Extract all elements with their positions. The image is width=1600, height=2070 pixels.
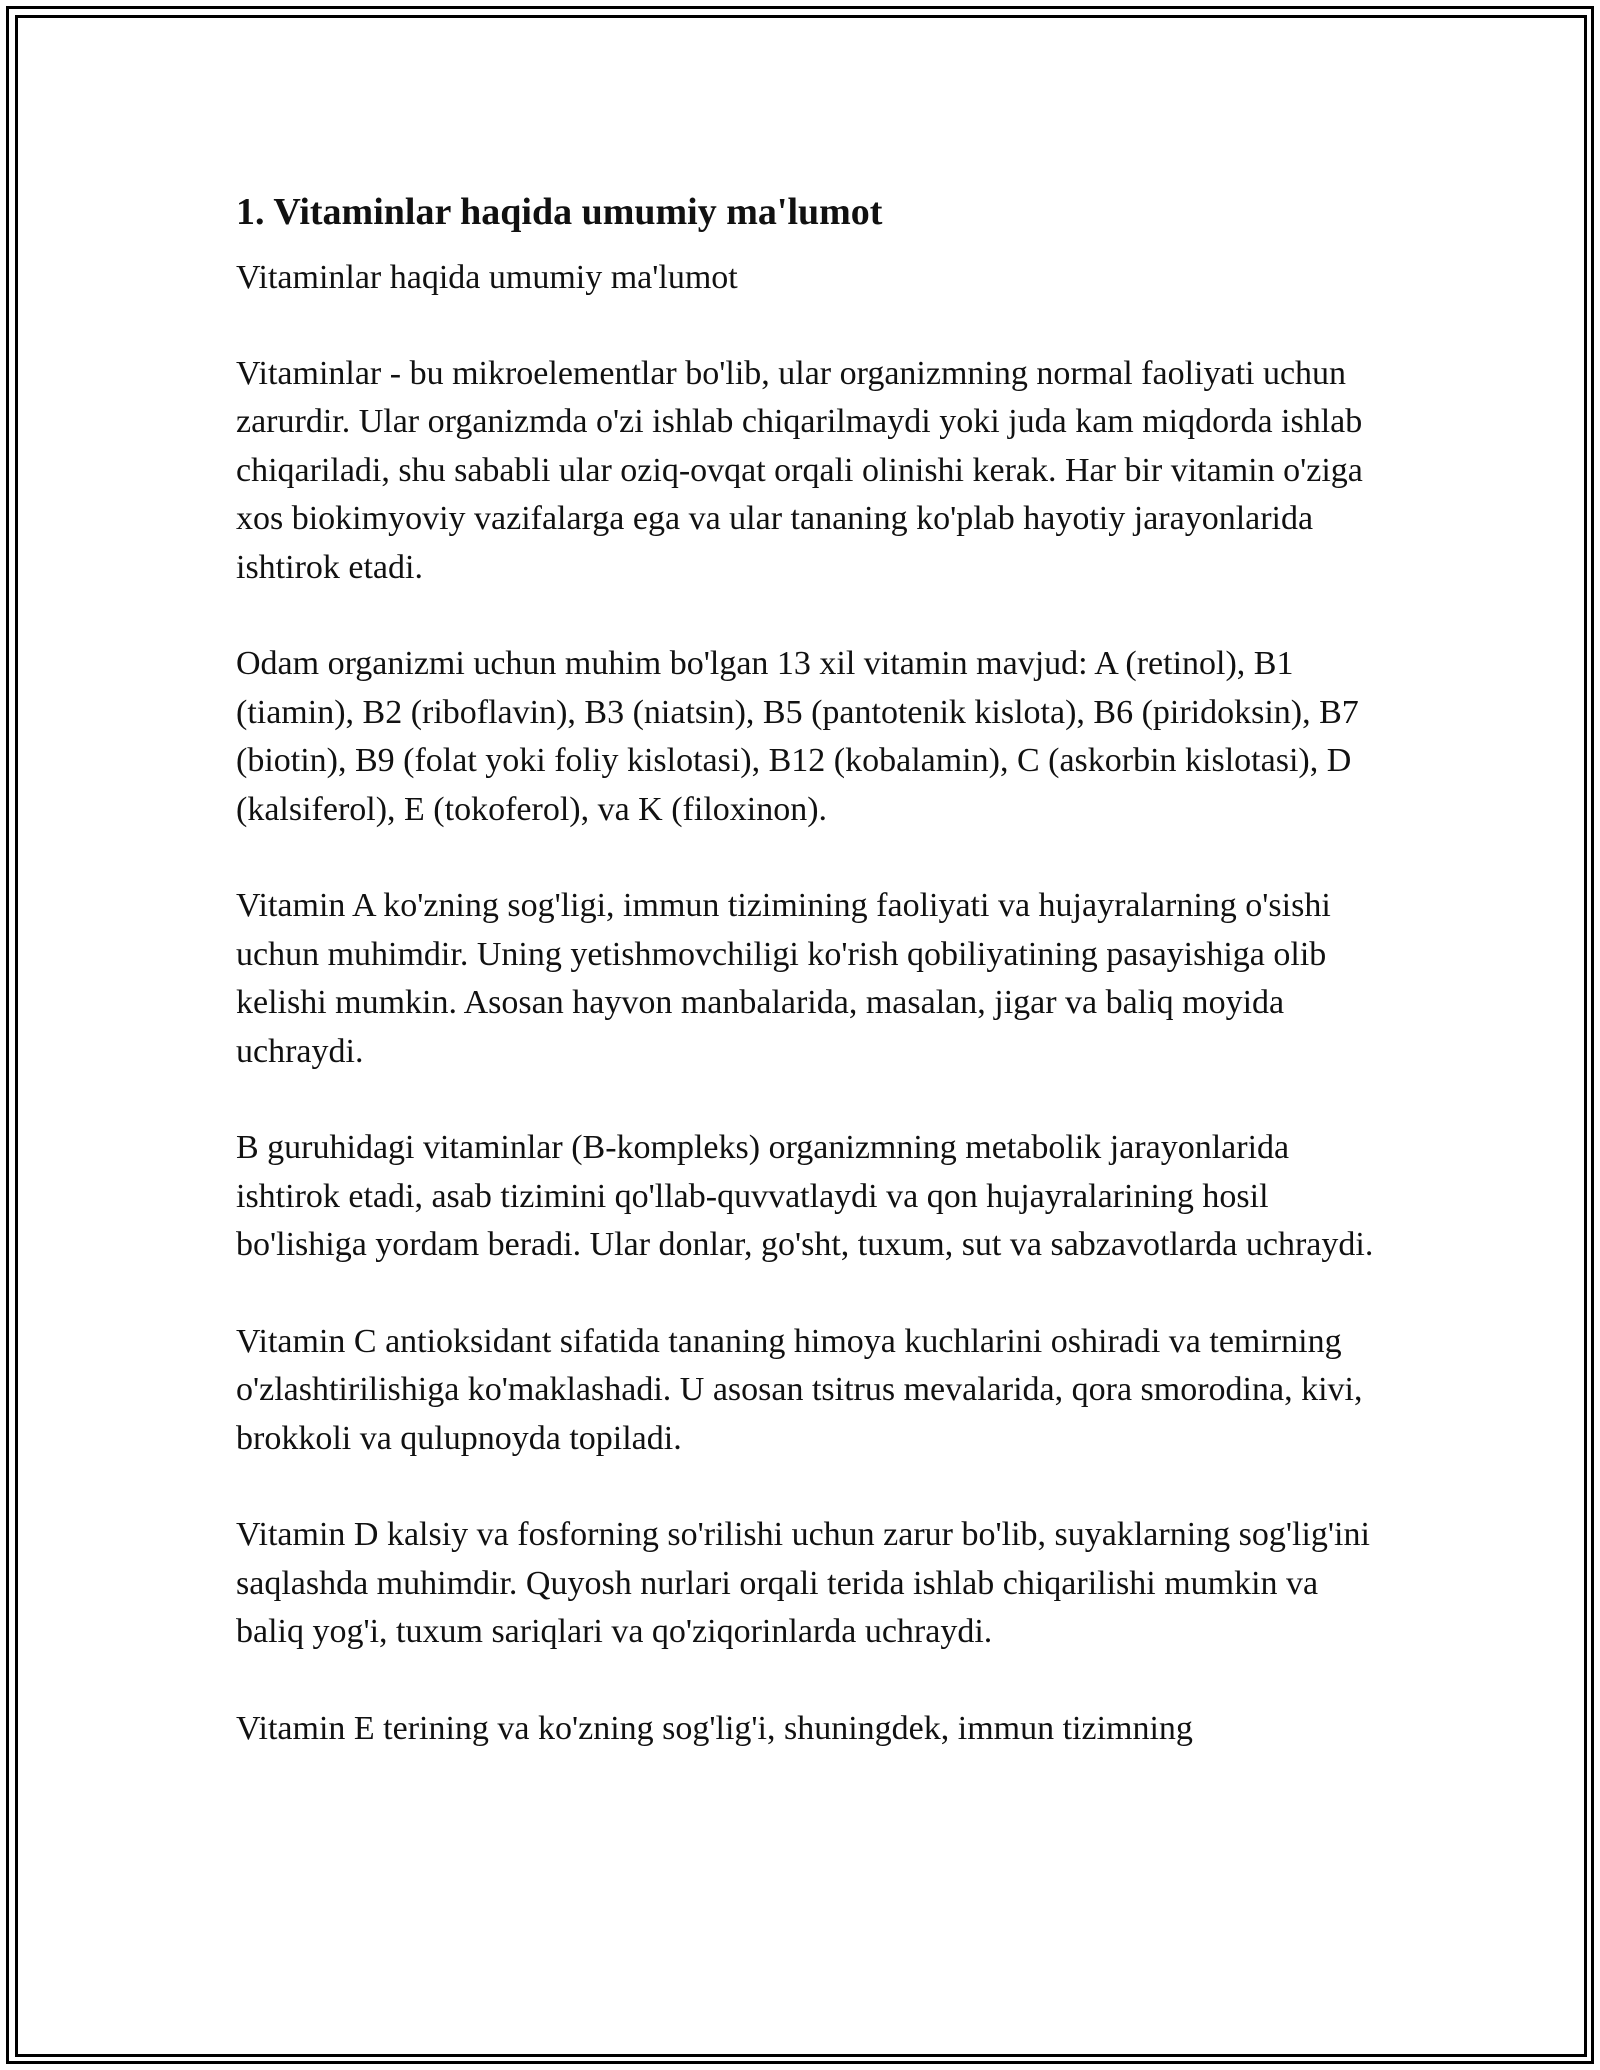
paragraph-vitamin-a: Vitamin A ko'zning sog'ligi, immun tizimining faoliyati va hujayralarning o'sishi uchun muhimdir. Uning yetishmovchiligi ko'rish qobiliyatining pasayishiga olib kelishi mumkin. Asosan hayvon manbalarida, masalan, jigar va baliq moyida uchraydi.	[236, 887, 1331, 1070]
section-heading: 1. Vitaminlar haqida umumiy ma'lumot	[236, 191, 883, 233]
paragraph-vitamin-d: Vitamin D kalsiy va fosforning so'rilishi uchun zarur bo'lib, suyaklarning sog'lig'ini saqlashda muhimdir. Quyosh nurlari orqali terida ishlab chiqarilishi mumkin va baliq yog'i, tuxum sariqlari va qo'ziqorinlarda uchraydi.	[236, 1516, 1370, 1651]
paragraph-vitamin-list: Odam organizmi uchun muhim bo'lgan 13 xil vitamin mavjud: A (retinol), B1 (tiamin), B2 (riboflavin), B3 (niatsin), B5 (pantotenik kislota), B6 (piridoksin), B7 (biotin), B9 (folat yoki foliy kislotasi), B12 (kobalamin), C (askorbin kislotasi), D (kalsiferol), E (tokoferol), va K (filoxinon).	[236, 645, 1359, 828]
section-subtitle: Vitaminlar haqida umumiy ma'lumot	[236, 258, 738, 296]
paragraph-intro: Vitaminlar - bu mikroelementlar bo'lib, ular organizmning normal faoliyati uchun zarurdir. Ular organizmda o'zi ishlab chiqarilmaydi yoki juda kam miqdorda ishlab chiqariladi, shu sababli ular oziq-ovqat orqali olinishi kerak. Har bir vitamin o'ziga xos biokimyoviy vazifalarga ega va ular tananing ko'plab hayotiy jarayonlarida ishtirok etadi.	[236, 354, 1363, 586]
paragraph-vitamin-b: B guruhidagi vitaminlar (B-kompleks) organizmning metabolik jarayonlarida ishtirok etadi, asab tizimini qo'llab-quvvatlaydi va qon hujayralarining hosil bo'lishiga yordam beradi. Ular donlar, go'sht, tuxum, sut va sabzavotlarda uchraydi.	[236, 1129, 1374, 1264]
paragraph-vitamin-e: Vitamin E terining va ko'zning sog'lig'i, shuningdek, immun tizimning	[236, 1709, 1193, 1747]
document-body	[236, 180, 1386, 1801]
paragraph-vitamin-c: Vitamin C antioksidant sifatida tananing himoya kuchlarini oshiradi va temirning o'zlashtirilishiga ko'maklashadi. U asosan tsitrus mevalarida, qora smorodina, kivi, brokkoli va qulupnoyda topiladi.	[236, 1322, 1363, 1457]
